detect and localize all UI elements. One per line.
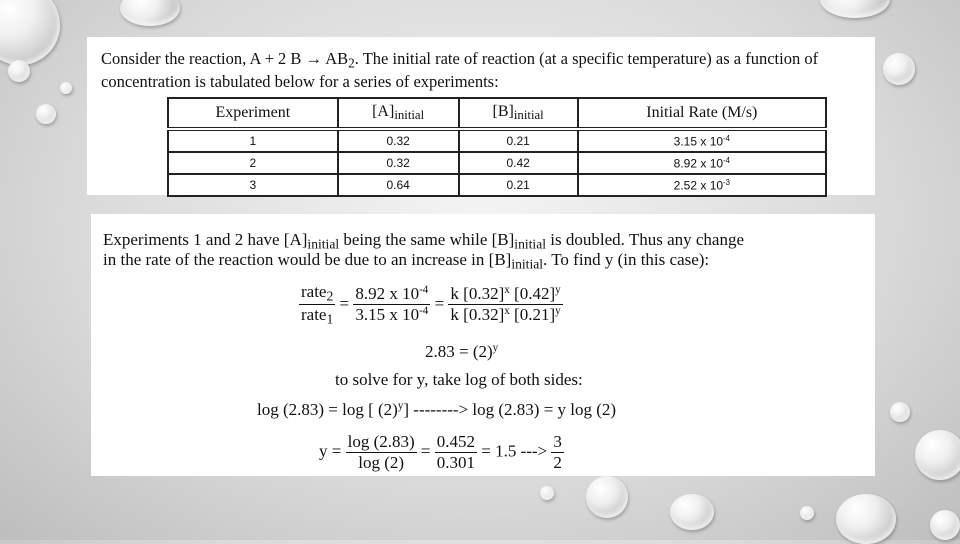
rate-data-table (167, 97, 827, 197)
water-drop-decoration (820, 0, 890, 18)
water-drop-decoration (0, 0, 60, 65)
water-drop-decoration (586, 476, 628, 518)
table-row (168, 129, 826, 152)
decimal-fraction: $\frac{0.452}{0.301}$ (436, 432, 475, 472)
table-row (168, 152, 826, 174)
cell-a: 0.32 (338, 129, 459, 152)
cell-rate: 2.52 x $10^{-3}$ (578, 174, 826, 196)
cell-rate: 8.92 x $10^{-4}$ (578, 152, 826, 174)
water-drop-decoration (890, 402, 910, 422)
water-drop-decoration (930, 510, 960, 540)
reaction-subscript: 2 (348, 55, 355, 71)
solution-line-2: in the rate of the reaction would be due to an increase in $[B]_{initial}$. To find y (in this case): (103, 250, 710, 272)
header-a-initial: $[A]_{initial}$ (338, 98, 459, 129)
cell-experiment: 2 (168, 152, 338, 174)
water-drop-decoration (883, 53, 915, 85)
intro-rest: . The initial rate of reaction (at a specific temperature) as a function of concentration is tabulated below for a series of experiments: (101, 49, 819, 92)
rate-ratio-fraction: $\frac{rate_2}{rate_1}$ (301, 282, 334, 327)
cell-b: 0.42 (459, 152, 578, 174)
cell-experiment: 3 (168, 174, 338, 196)
header-experiment: Experiment (168, 98, 338, 129)
header-initial-rate: Initial Rate (M/s) (578, 98, 826, 129)
water-drop-decoration (670, 494, 714, 530)
problem-statement (101, 49, 871, 91)
rate-ratio-equation: $\frac{rate_2}{rate_1}$ = $\frac{8.92 x 10^{-4}}{3.15 x 10^{-4}}$ = $\frac{k [0.32]^x [0.42]^y}{k [0.32]^x [0.21]^y}$ (301, 282, 561, 327)
log-fraction: $\frac{\log (2.83)}{\log (2)}$ (347, 432, 415, 472)
solve-y-equation: y = $\frac{\log (2.83)}{\log (2)}$ = $\frac{0.452}{0.301}$ = 1.5 ---> $\frac{3}{2}$ (319, 432, 562, 472)
cell-experiment: 1 (168, 129, 338, 152)
header-b-initial: $[B]_{initial}$ (459, 98, 578, 129)
cell-rate: 3.15 x $10^{-4}$ (578, 129, 826, 152)
intro-prefix: Consider the reaction, (101, 49, 247, 68)
water-drop-decoration (60, 82, 72, 94)
water-drop-decoration (8, 60, 30, 82)
water-drop-decoration (836, 494, 896, 544)
water-drop-decoration (915, 430, 960, 480)
solution-panel (91, 214, 875, 476)
value-ratio-fraction: $\frac{8.92 x 10^{-4}}{3.15 x 10^{-4}}$ (355, 284, 429, 325)
cell-b: 0.21 (459, 129, 578, 152)
step-take-log: to solve for y, take log of both sides: (335, 370, 583, 389)
table-header-row (168, 98, 826, 129)
result-fraction: $\frac{3}{2}$ (553, 432, 562, 472)
cell-b: 0.21 (459, 174, 578, 196)
water-drop-decoration (800, 506, 814, 520)
water-drop-decoration (120, 0, 180, 26)
step-log-equation: log (2.83) = log [ $(2)^y$] --------> log (2.83) = y log (2) (257, 400, 617, 420)
cell-a: 0.32 (338, 152, 459, 174)
water-drop-decoration (540, 486, 554, 500)
solution-line-1: Experiments 1 and 2 have $[A]_{initial}$ being the same while $[B]_{initial}$ is doubled. Thus any change (103, 230, 744, 252)
step-ratio-equals: $2.83 = (2)^y$ (425, 342, 499, 362)
cell-a: 0.64 (338, 174, 459, 196)
problem-panel (87, 37, 875, 195)
water-drop-decoration (36, 104, 56, 124)
reaction-equation: A + 2 B → AB (249, 49, 349, 68)
table-row (168, 174, 826, 196)
rate-law-fraction: $\frac{k [0.32]^x [0.42]^y}{k [0.32]^x [0.21]^y}$ (450, 284, 561, 325)
